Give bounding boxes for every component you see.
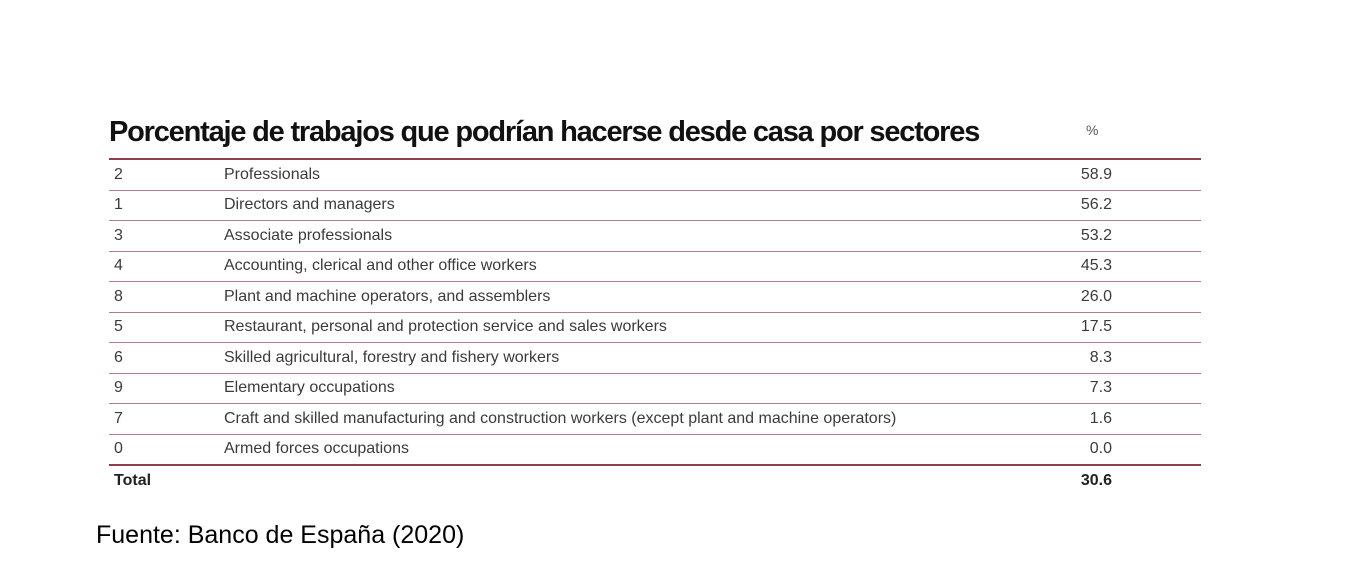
row-code: 3	[114, 226, 123, 244]
row-value: 58.9	[1080, 165, 1112, 183]
table-row	[109, 374, 1201, 405]
table-row	[109, 404, 1201, 435]
table-row	[109, 343, 1201, 374]
table-row	[109, 160, 1201, 191]
row-label: Craft and skilled manufacturing and construction workers (except plant and machine operators)	[224, 409, 897, 427]
table-row	[109, 435, 1201, 467]
row-label: Associate professionals	[224, 226, 393, 244]
row-label: Professionals	[224, 165, 321, 183]
row-code: 2	[114, 165, 123, 183]
table-row	[109, 191, 1201, 222]
row-value: 26.0	[1080, 287, 1112, 305]
row-code: 6	[114, 348, 123, 366]
row-label: Accounting, clerical and other office workers	[224, 257, 537, 275]
row-code: 7	[114, 409, 123, 427]
row-value: 53.2	[1080, 226, 1112, 244]
row-value: 7.3	[1089, 379, 1112, 397]
row-value: 8.3	[1089, 348, 1112, 366]
row-code: 4	[114, 257, 123, 275]
row-value: 1.6	[1089, 409, 1112, 427]
row-code: 8	[114, 287, 123, 305]
row-label: Skilled agricultural, forestry and fishery workers	[224, 348, 560, 366]
row-value: 45.3	[1080, 257, 1112, 275]
row-code: 0	[114, 440, 123, 458]
table-row	[109, 282, 1201, 313]
row-label: Directors and managers	[224, 196, 395, 214]
total-label: Total	[114, 472, 152, 489]
occupations-table	[109, 158, 1201, 496]
total-value: 30.6	[1080, 472, 1112, 489]
row-value: 56.2	[1080, 196, 1112, 214]
total-row	[109, 466, 1201, 496]
row-value: 17.5	[1080, 318, 1112, 336]
row-code: 1	[114, 196, 123, 214]
table-row	[109, 313, 1201, 344]
row-label: Restaurant, personal and protection service and sales workers	[224, 318, 667, 336]
table-row	[109, 252, 1201, 283]
row-code: 9	[114, 379, 123, 397]
row-code: 5	[114, 318, 123, 336]
percent-column-header: %	[1086, 122, 1099, 138]
table-title: Porcentaje de trabajos que podrían hacerse desde casa por sectores	[109, 116, 980, 148]
row-label: Armed forces occupations	[224, 440, 409, 458]
row-label: Elementary occupations	[224, 379, 395, 397]
row-label: Plant and machine operators, and assemblers	[224, 287, 551, 305]
row-value: 0.0	[1089, 440, 1112, 458]
source-caption: Fuente: Banco de España (2020)	[96, 521, 465, 549]
table-row	[109, 221, 1201, 252]
